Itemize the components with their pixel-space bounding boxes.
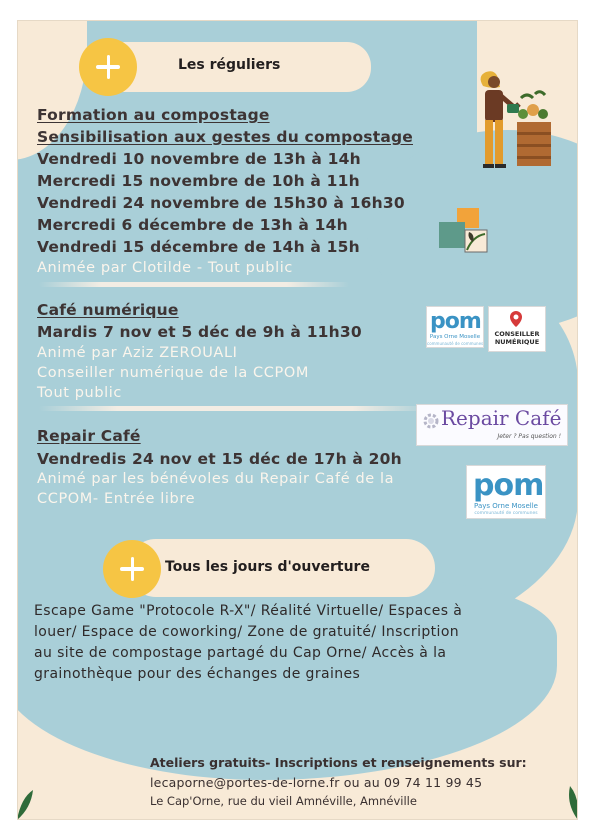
compostage-date: Vendredi 10 novembre de 13h à 14h xyxy=(37,150,361,168)
footer-address: Le Cap'Orne, rue du vieil Amnéville, Amnéville xyxy=(150,794,417,808)
footer-contact: lecaporne@portes-de-lorne.fr ou au 09 74 11 99 45 xyxy=(150,775,483,790)
compostage-date: Vendredi 15 décembre de 14h à 15h xyxy=(37,238,360,256)
cafe-numerique-line: Conseiller numérique de la CCPOM xyxy=(37,365,309,381)
footer-title: Ateliers gratuits- Inscriptions et renseignements sur: xyxy=(150,755,527,770)
pom-logo xyxy=(466,465,546,519)
cafe-numerique-line: Tout public xyxy=(37,385,122,401)
leaf-icon xyxy=(562,780,578,820)
compostage-title-1: Formation au compostage xyxy=(37,106,270,124)
section-pill xyxy=(127,539,435,597)
repair-cafe-slogan: Jeter ? Pas question ! xyxy=(497,433,561,440)
compostage-date: Mercredi 6 décembre de 13h à 14h xyxy=(37,216,348,234)
compostage-date: Vendredi 24 novembre de 15h30 à 16h30 xyxy=(37,194,405,212)
header-pill-label: Les réguliers xyxy=(178,57,281,73)
pom-logo-letters: pom xyxy=(473,468,544,503)
pom-logo-sub: communauté de communes xyxy=(427,341,484,346)
cafe-numerique-dates: Mardis 7 nov et 5 déc de 9h à 11h30 xyxy=(37,323,362,341)
flyer-page xyxy=(17,20,578,820)
repair-cafe-title: Repair Café xyxy=(37,427,141,445)
compostage-title-2: Sensibilisation aux gestes du compostage xyxy=(37,128,413,146)
cafe-numerique-line: Animé par Aziz ZEROUALI xyxy=(37,345,238,361)
plus-icon xyxy=(79,38,137,96)
compostage-host: Animée par Clotilde - Tout public xyxy=(37,260,293,276)
pom-logo-sub: communauté de communes xyxy=(474,511,538,516)
conseiller-line-2: NUMÉRIQUE xyxy=(494,338,540,346)
gardener-illustration xyxy=(473,68,557,184)
repair-cafe-line: CCPOM- Entrée libre xyxy=(37,491,196,507)
gear-icon xyxy=(421,411,441,431)
pom-logo-name: Pays Orne Moselle xyxy=(429,334,481,340)
divider-wave xyxy=(39,406,431,411)
leaf-icon xyxy=(17,782,37,820)
everyday-line: grainothèque pour des échanges de graines xyxy=(34,666,361,682)
plus-icon xyxy=(103,540,161,598)
pom-logo-name: Pays Orne Moselle xyxy=(474,502,538,510)
pom-logo-letters: pom xyxy=(430,309,481,334)
everyday-line: au site de compostage partagé du Cap Orne/ Accès à la xyxy=(34,645,447,661)
conseiller-line-1: CONSEILLER xyxy=(494,330,540,338)
divider-wave xyxy=(39,282,349,287)
plant-squares-icon xyxy=(435,206,497,258)
section-pill-label: Tous les jours d'ouverture xyxy=(165,559,370,575)
location-pin-icon xyxy=(509,310,523,328)
repair-cafe-logo xyxy=(416,404,568,446)
pom-logo xyxy=(426,306,484,348)
compostage-date: Mercredi 15 novembre de 10h à 11h xyxy=(37,172,360,190)
repair-cafe-dates: Vendredis 24 nov et 15 déc de 17h à 20h xyxy=(37,450,402,468)
cafe-numerique-title: Café numérique xyxy=(37,301,179,319)
conseiller-numerique-logo xyxy=(488,306,546,352)
repair-cafe-line: Animé par les bénévoles du Repair Café de la xyxy=(37,471,395,487)
repair-cafe-name: Repair Café xyxy=(441,406,562,430)
everyday-line: louer/ Espace de coworking/ Zone de gratuité/ Inscription xyxy=(34,624,460,640)
everyday-line: Escape Game "Protocole R-X"/ Réalité Virtuelle/ Espaces à xyxy=(34,603,463,619)
